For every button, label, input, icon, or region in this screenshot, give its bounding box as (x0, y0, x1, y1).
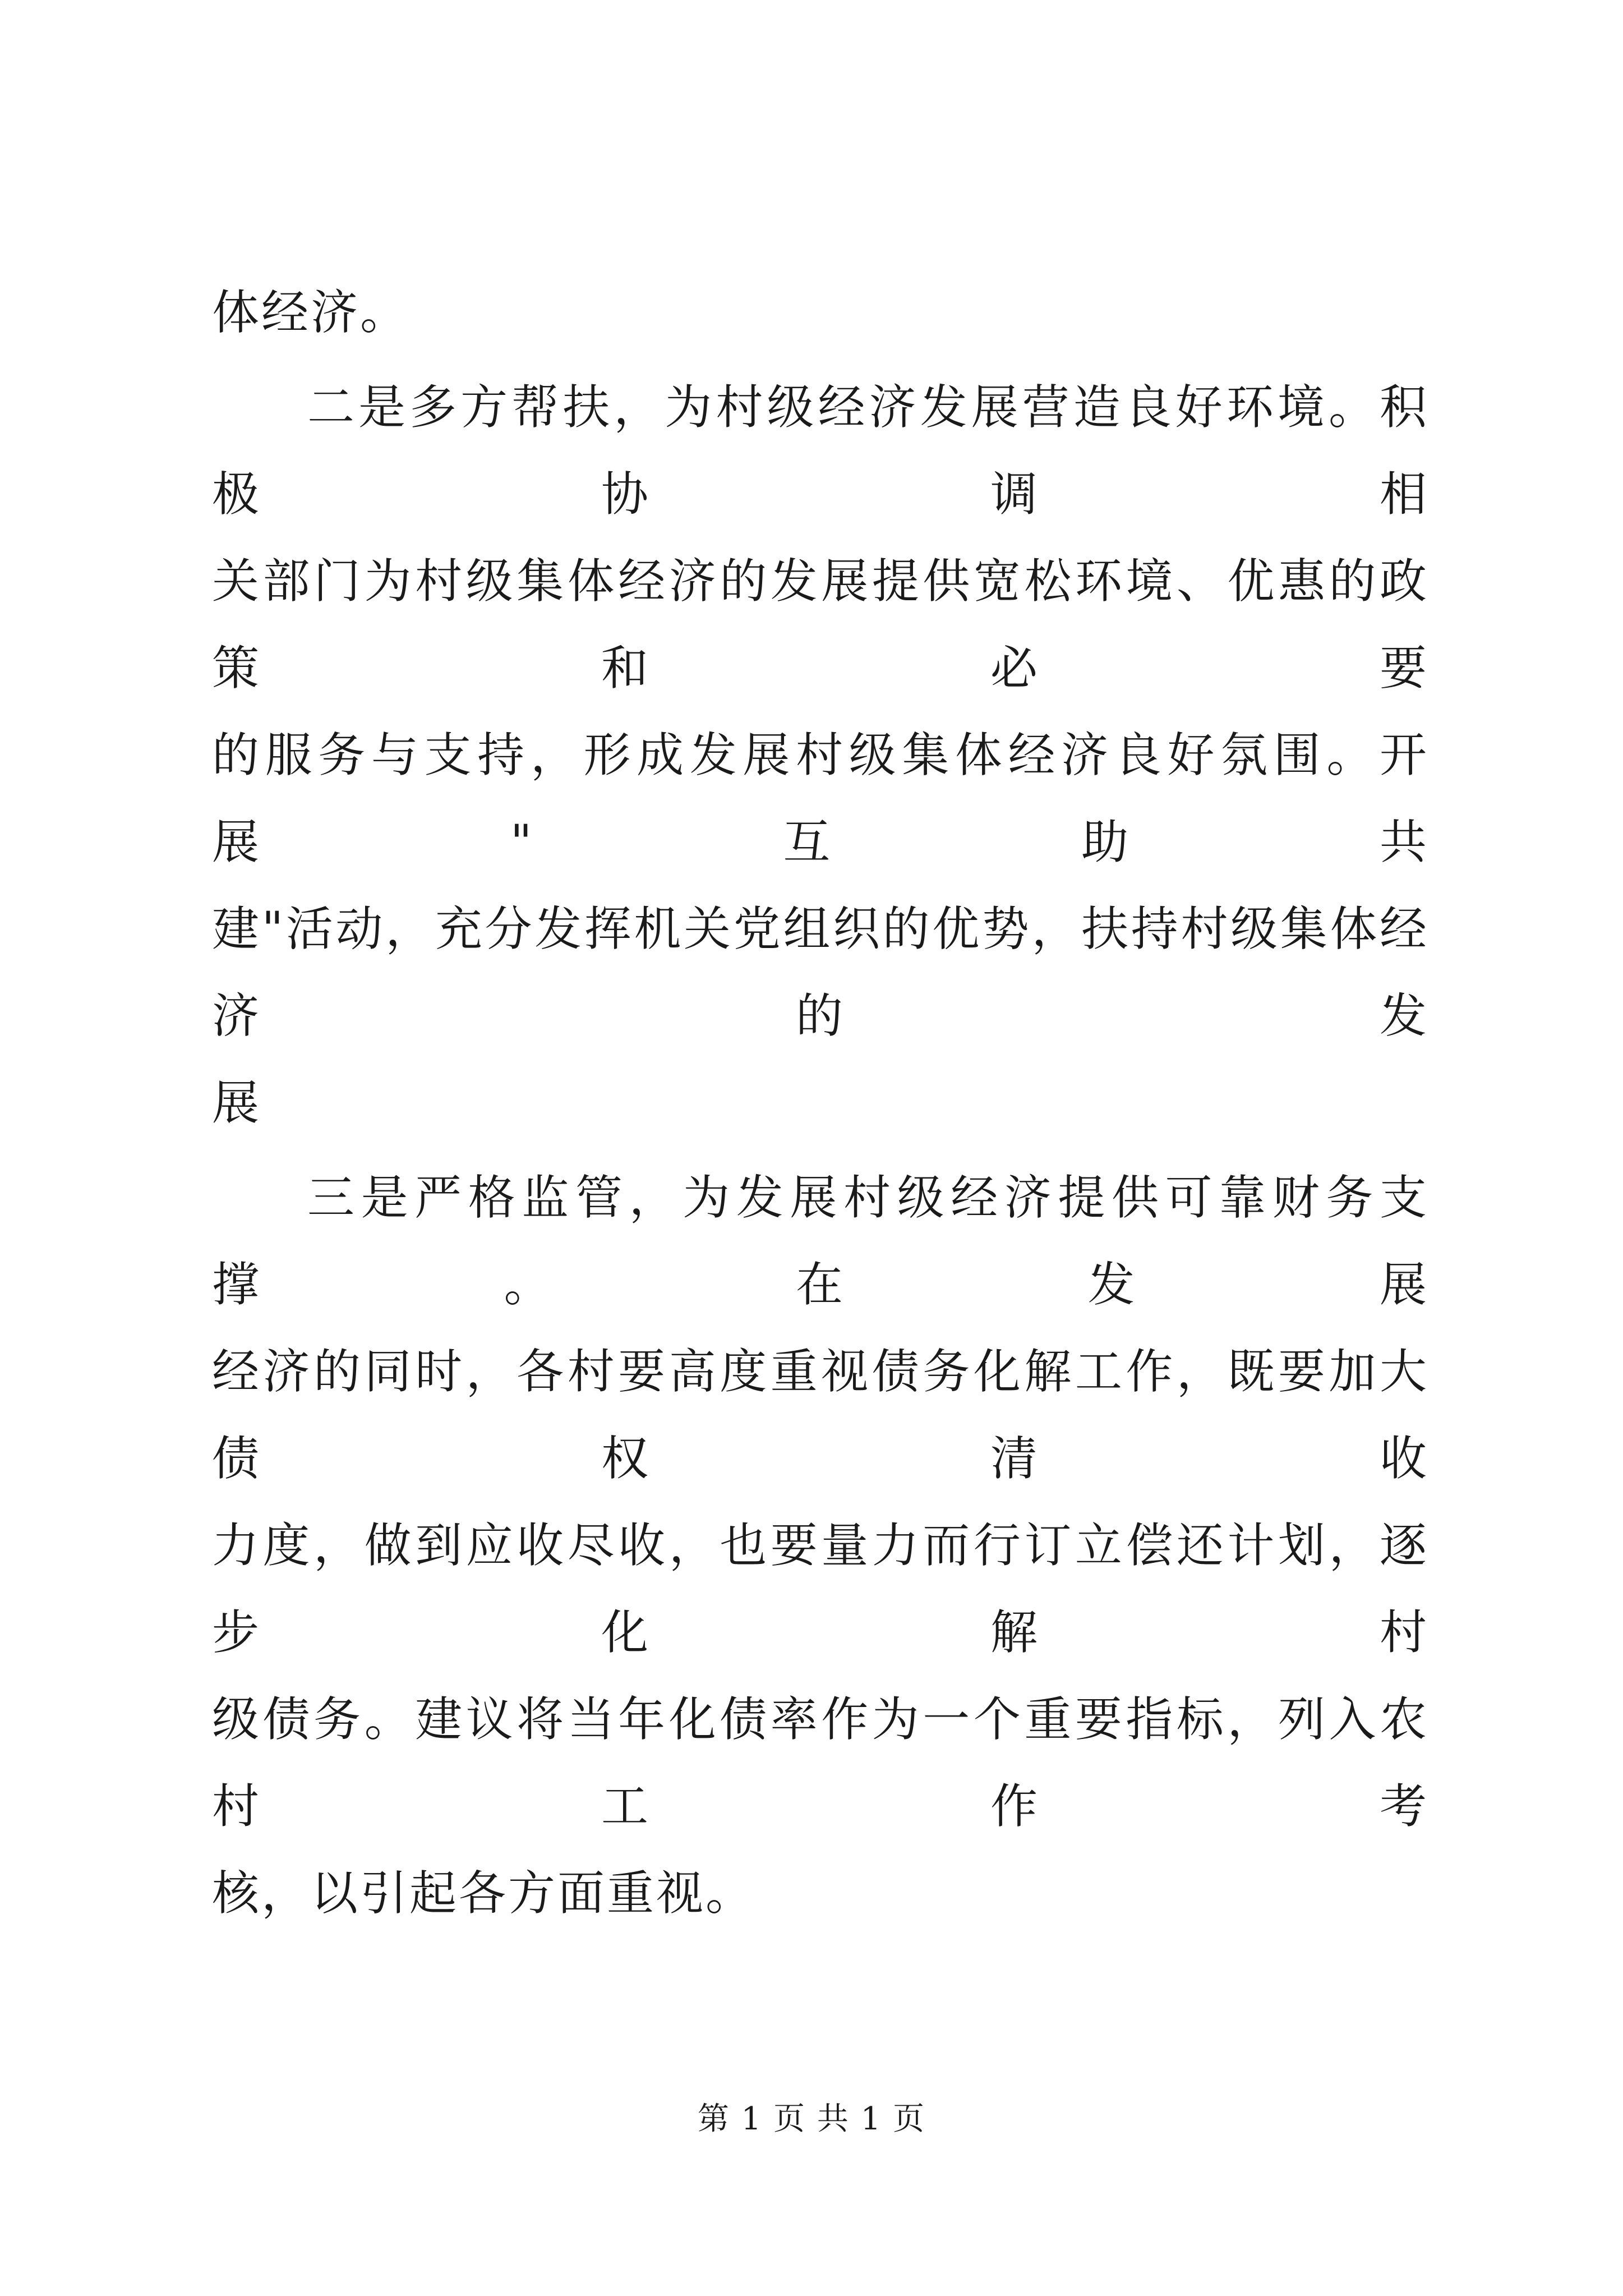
text-line: 力度，做到应收尽收，也要量力而行订立偿还计划，逐步化解村 (212, 1518, 1429, 1660)
paragraph-1 (212, 269, 1429, 356)
text-line: 级债务。建议将当年化债率作为一个重要指标，列入农村工作考 (212, 1692, 1429, 1834)
page-footer: 第 1 页 共 1 页 (697, 2101, 926, 2137)
text-line: 核，以引起各方面重视。 (212, 1866, 755, 1921)
text-line: 经济的同时，各村要高度重视债务化解工作，既要加大债权清收 (212, 1344, 1429, 1486)
text-line: 的服务与支持，形成发展村级集体经济良好氛围。开展"互助共 (212, 728, 1429, 869)
text-line: 关部门为村级集体经济的发展提供宽松环境、优惠的政策和必要 (212, 554, 1429, 696)
paragraph-3 (212, 1154, 1429, 1937)
text-line: 三是严格监管，为发展村级经济提供可靠财务支撑。在发展 (212, 1170, 1429, 1312)
text-line: 二是多方帮扶，为村级经济发展营造良好环境。积极协调相 (212, 380, 1429, 522)
text-line: 建"活动，充分发挥机关党组织的优势，扶持村级集体经济的发 (212, 901, 1429, 1043)
text-line: 体经济。 (212, 285, 410, 340)
text-line: 展 (212, 1075, 262, 1130)
paragraph-2 (212, 364, 1429, 1147)
document-body (212, 269, 1429, 1937)
